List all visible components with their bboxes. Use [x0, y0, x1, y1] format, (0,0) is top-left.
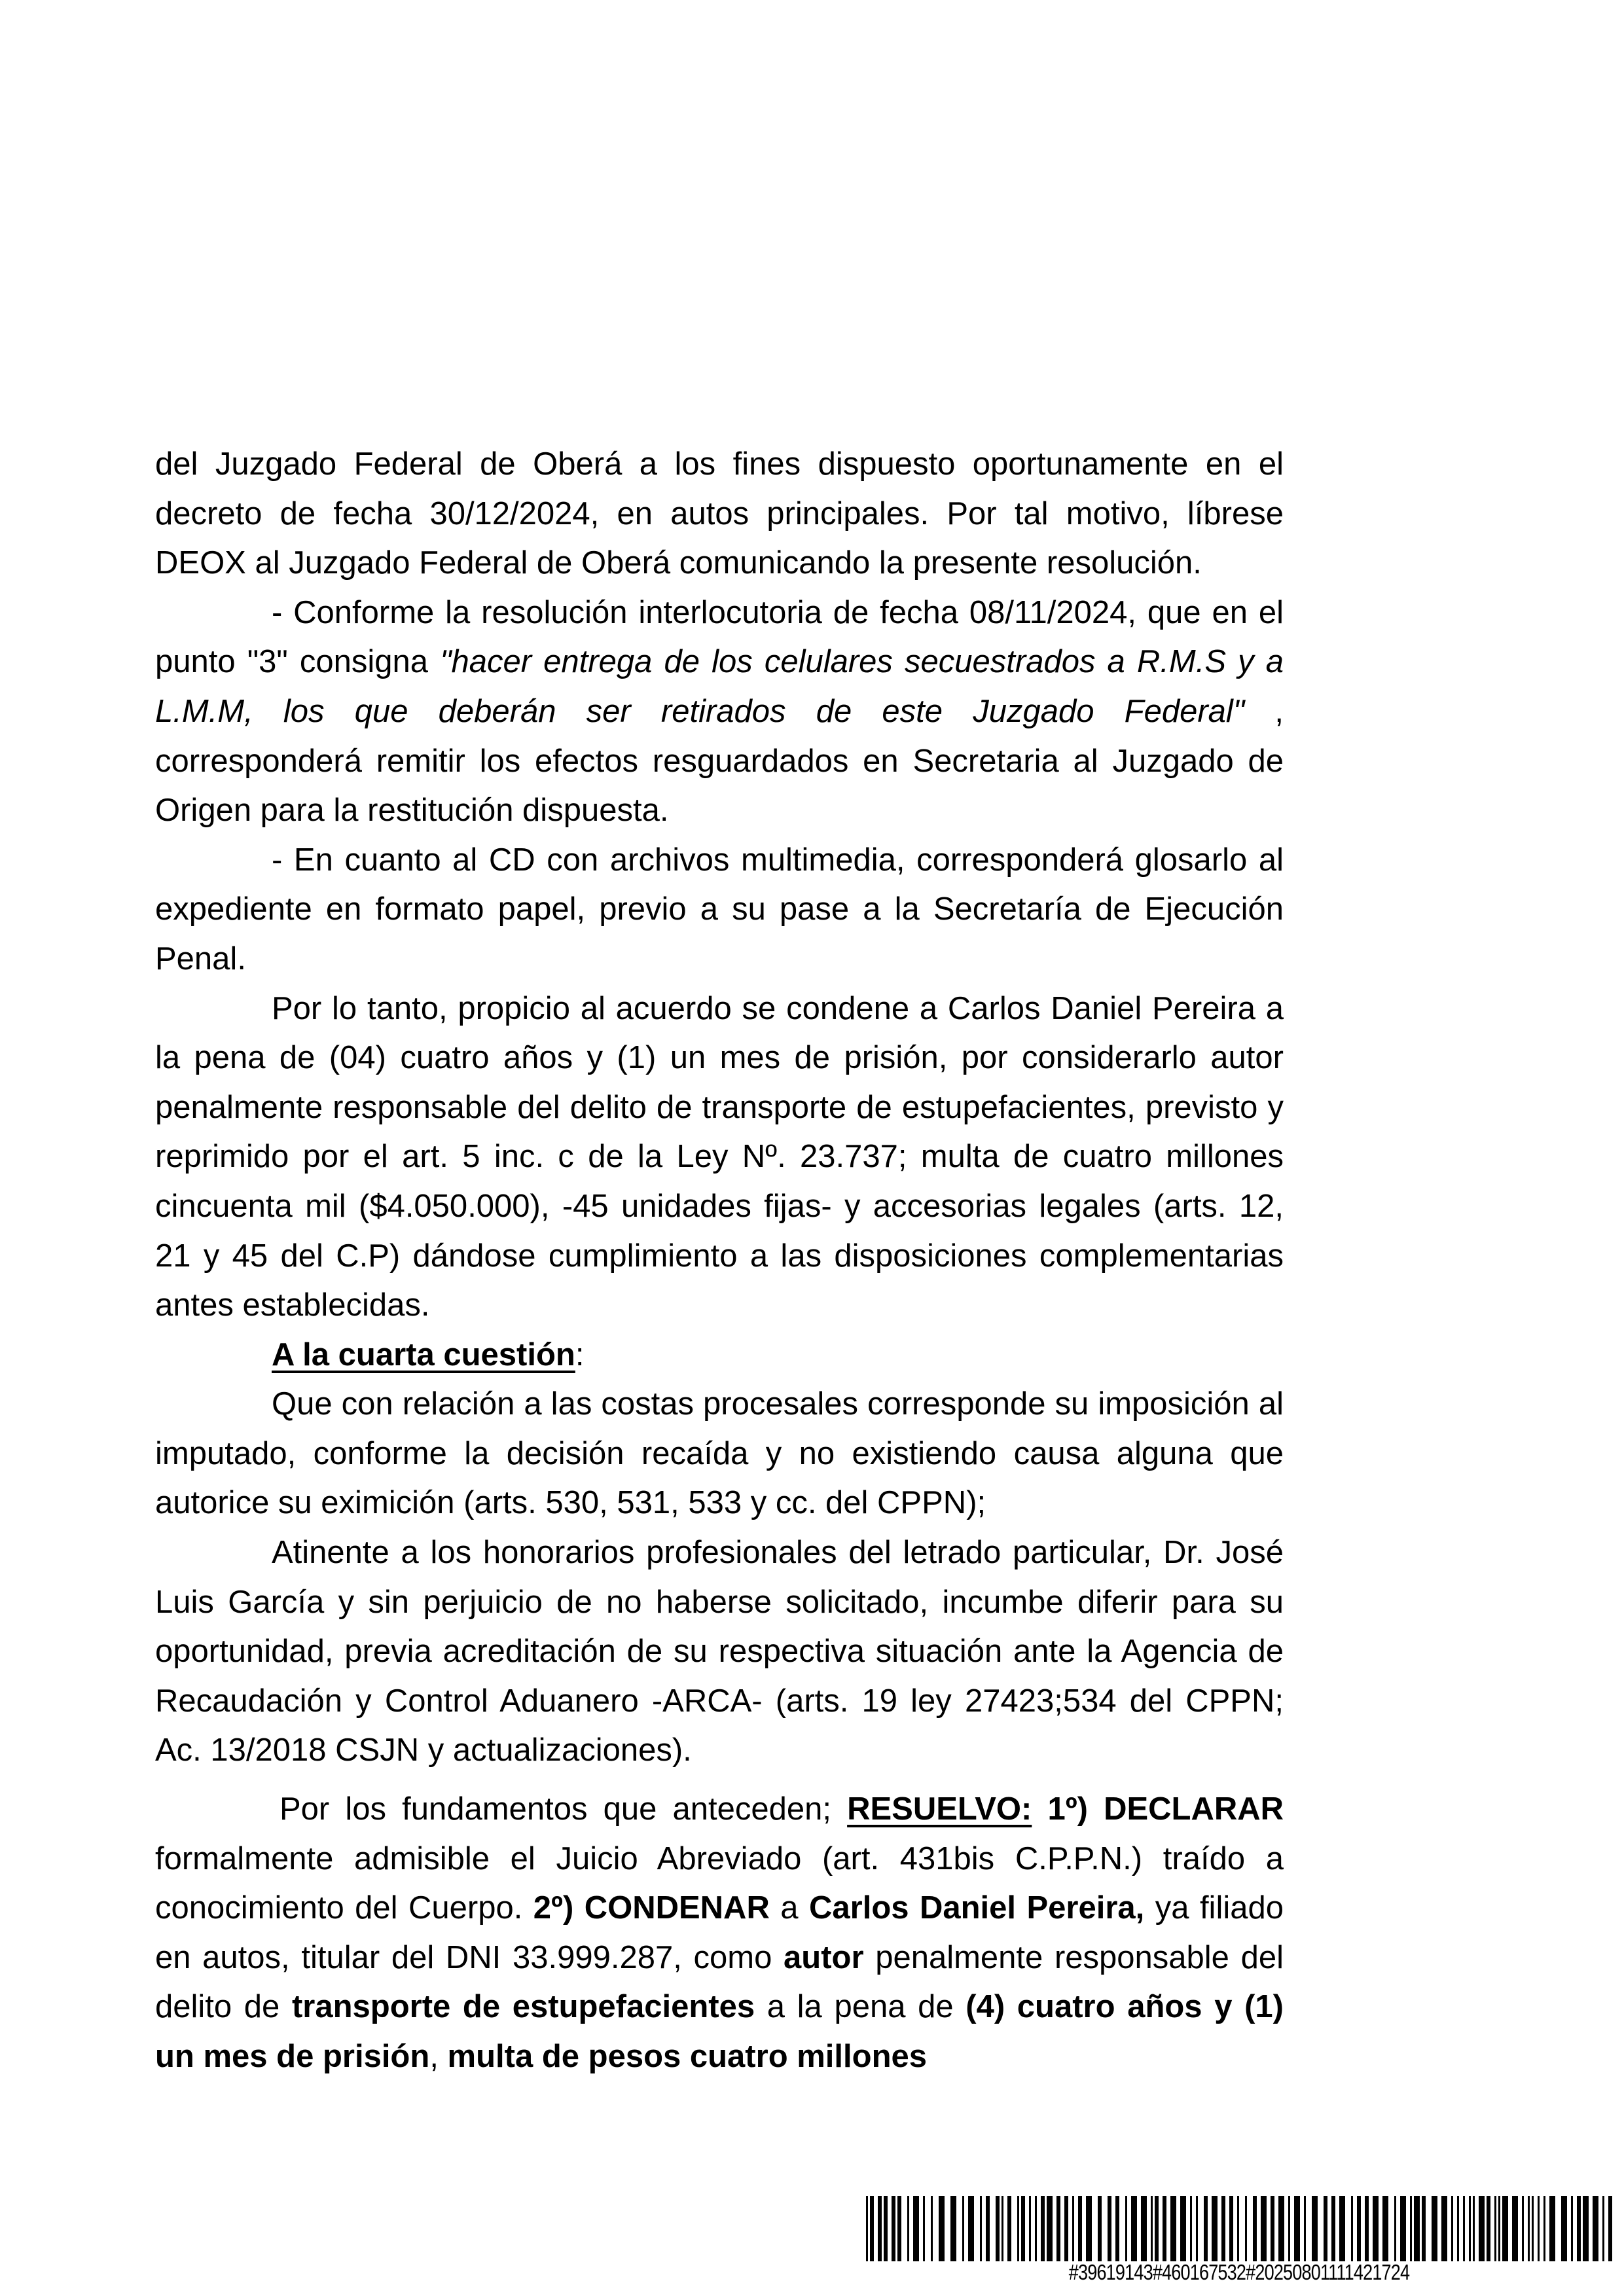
- heading-cuarta-cuestion: A la cuarta cuestión: [272, 1336, 575, 1372]
- paragraph-cd-multimedia: - En cuanto al CD con archivos multimedia, corresponderá glosarlo al expediente en formato papel, previo a su pase a la Secretaría de Ejecución Penal.: [155, 842, 1284, 977]
- quoted-resolution: "hacer entrega de los celulares secuestrados a R.M.S y a L.M.M, los que deberán ser retirados de este Juzgado Federal": [155, 644, 1284, 729]
- resolutivo-text-5: a la pena de: [755, 1989, 966, 2025]
- resuelvo-label: RESUELVO:: [847, 1791, 1032, 1827]
- resolutivo-text-3: ya filiado en autos, titular del DNI 33.999.287, como: [155, 1890, 1284, 1975]
- paragraph-resolutivo: [155, 1785, 1284, 2082]
- punto-1-declarar: 1º) DECLARAR: [1032, 1791, 1284, 1827]
- resolutivo-text-1: formalmente admisible el Juicio Abreviado (art. 431bis C.P.P.N.) traído a conocimiento del Cuerpo.: [155, 1840, 1284, 1926]
- delito-label: transporte de estupefacientes: [291, 1989, 755, 2025]
- pena-label: (4) cuatro años y (1) un mes de prisión: [155, 1989, 1284, 2074]
- resolutivo-text-4: penalmente responsable del delito de: [155, 1939, 1284, 2025]
- resolutivo-text-2: a: [769, 1890, 810, 1926]
- resolutivo-intro: Por los fundamentos que anteceden;: [280, 1791, 848, 1827]
- document-body: [155, 440, 1284, 2082]
- paragraph-celulares-intro: - Conforme la resolución interlocutoria de fecha 08/11/2024, que en el punto "3" consigna: [155, 594, 1284, 680]
- document-barcode: [866, 2196, 1612, 2294]
- resolutivo-comma: ,: [429, 2039, 448, 2074]
- paragraph-costas: Que con relación a las costas procesales corresponde su imposición al imputado, conforme la decisión recaída y no existiendo causa alguna que autorice su eximición (arts. 530, 531, 533 y cc. del CPPN);: [155, 1386, 1284, 1521]
- barcode-bars: [866, 2196, 1612, 2261]
- paragraph-propuesta-condena: Por lo tanto, propicio al acuerdo se condene a Carlos Daniel Pereira a la pena de (04) cuatro años y (1) un mes de prisión, por considerarlo autor penalmente responsable del delito de transporte de estupefacientes, previsto y reprimido por el art. 5 inc. c de la Ley Nº. 23.737; multa de cuatro millones cincuenta mil ($4.050.000), -45 unidades fijas- y accesorias legales (arts. 12, 21 y 45 del C.P) dándose cumplimiento a las disposiciones complementarias antes establecidas.: [155, 990, 1284, 1323]
- paragraph-deox-oficio: del Juzgado Federal de Oberá a los fines dispuesto oportunamente en el decreto de fecha 30/12/2024, en autos principales. Por tal motivo, líbrese DEOX al Juzgado Federal de Oberá comunicando la presente resolución.: [155, 446, 1284, 581]
- barcode-number: #39619143#460167532#20250801111421724: [1068, 2260, 1410, 2284]
- paragraph-celulares-tail: , corresponderá remitir los efectos resguardados en Secretaria al Juzgado de Origen para la restitución dispuesta.: [155, 693, 1284, 829]
- multa-label: multa de pesos cuatro millones: [447, 2039, 928, 2074]
- section-heading: [155, 1331, 1284, 1380]
- punto-2-condenar: 2º) CONDENAR: [533, 1890, 770, 1926]
- autor-label: autor: [784, 1939, 864, 1975]
- paragraph-celulares: [155, 588, 1284, 836]
- heading-colon: :: [575, 1336, 585, 1372]
- paragraph-honorarios: Atinente a los honorarios profesionales del letrado particular, Dr. José Luis García y sin perjuicio de no haberse solicitado, incumbe diferir para su oportunidad, previa acreditación de su respectiva situación ante la Agencia de Recaudación y Control Aduanero -ARCA- (arts. 19 ley 27423;534 del CPPN; Ac. 13/2018 CSJN y actualizaciones).: [155, 1535, 1284, 1768]
- condenado-nombre: Carlos Daniel Pereira,: [809, 1890, 1145, 1926]
